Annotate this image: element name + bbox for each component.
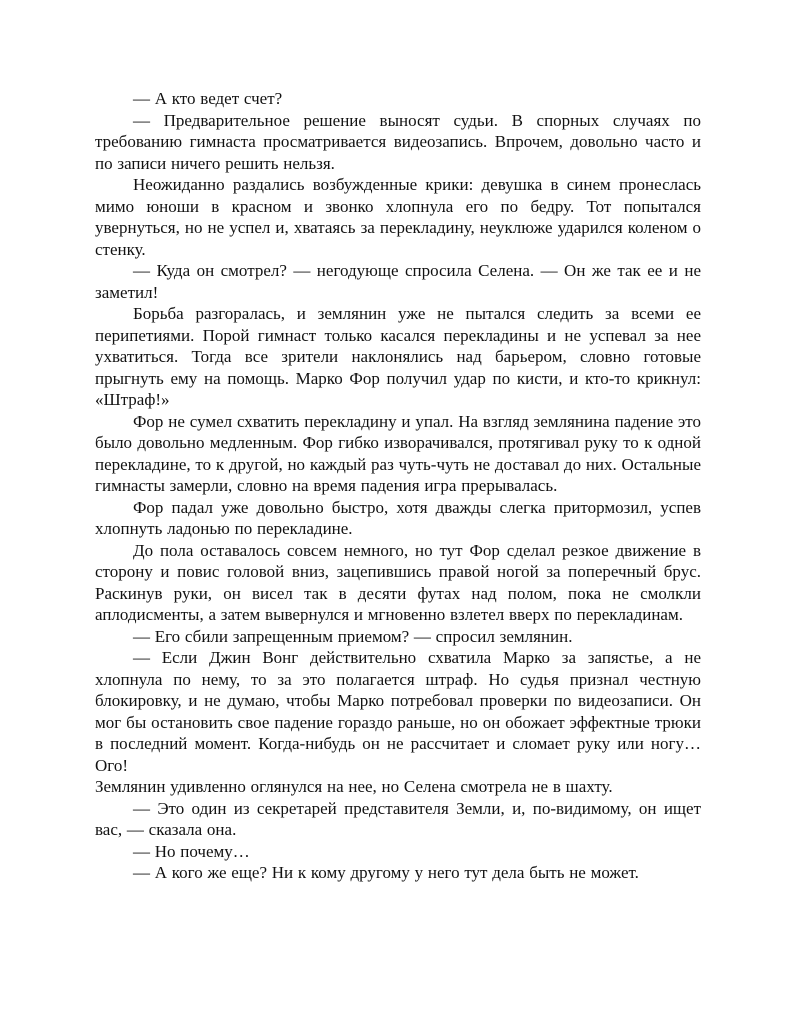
paragraph: — Его сбили запрещенным приемом? — спросил землянин. (133, 626, 573, 646)
paragraph: Борьба разгоралась, и землянин уже не пытался следить за всеми ее перипетиями. Порой гимнаст только касался перекладины и не успевал за нее ухватиться. Тогда все зрители наклонялись над барьером, словно готовые прыгнуть ему на помощь. Марко Фор получил удар по кисти, и кто-то крикнул: «Штраф!» (95, 304, 701, 409)
paragraph: — А кто ведет счет? (133, 89, 283, 108)
paragraph: — Это один из секретарей представителя Земли, и, по-видимому, он ищет вас, — сказала она. (95, 798, 701, 839)
paragraph: — Но почему… (133, 841, 250, 861)
paragraph: Неожиданно раздались возбужденные крики: девушка в синем пронеслась мимо юноши в красном и звонко хлопнула его по бедру. Тот попытался увернуться, но не успел и, хватаясь за перекладину, неуклюже ударился коленом о стенку. (95, 175, 701, 259)
paragraph: Землянин удивленно оглянулся на нее, но Селена смотрела не в шахту. (95, 777, 613, 796)
paragraph: До пола оставалось совсем немного, но тут Фор сделал резкое движение в сторону и повис головой вниз, зацепившись правой ногой за поперечный брус. Раскинув руки, он висел так в десяти футах над полом, пока не смолкли аплодисменты, а затем вывернулся и мгновенно взлетел вверх по перекладинам. (95, 540, 701, 624)
paragraph: — Куда он смотрел? — негодующе спросила Селена. — Он же так ее и не заметил! (95, 261, 701, 302)
paragraph: — Если Джин Вонг действительно схватила Марко за запястье, а не хлопнула по нему, то за это полагается штраф. Но судья признал честную блокировку, и не думаю, чтобы Марко потребовал проверки по видеозаписи. Он мог бы остановить свое падение гораздо раньше, но он обожает эффектные трюки в последний момент. Когда-нибудь он не рассчитает и сломает руку или ногу… Ого! (95, 648, 701, 775)
paragraph: Фор падал уже довольно быстро, хотя дважды слегка притормозил, успев хлопнуть ладонью по перекладине. (95, 497, 701, 538)
paragraph: — А кого же еще? Ни к кому другому у него тут дела быть не может. (133, 863, 639, 882)
page-text-block (95, 88, 701, 884)
paragraph: — Предварительное решение выносят судьи. В спорных случаях по требованию гимнаста просматривается видеозапись. Впрочем, довольно часто и по записи ничего решить нельзя. (95, 110, 701, 173)
paragraph: Фор не сумел схватить перекладину и упал. На взгляд землянина падение это было довольно медленным. Фор гибко изворачивался, протягивал руку то к одной перекладине, то к другой, но каждый раз чуть-чуть не доставал до них. Остальные гимнасты замерли, словно на время падения игра прерывалась. (95, 411, 701, 495)
